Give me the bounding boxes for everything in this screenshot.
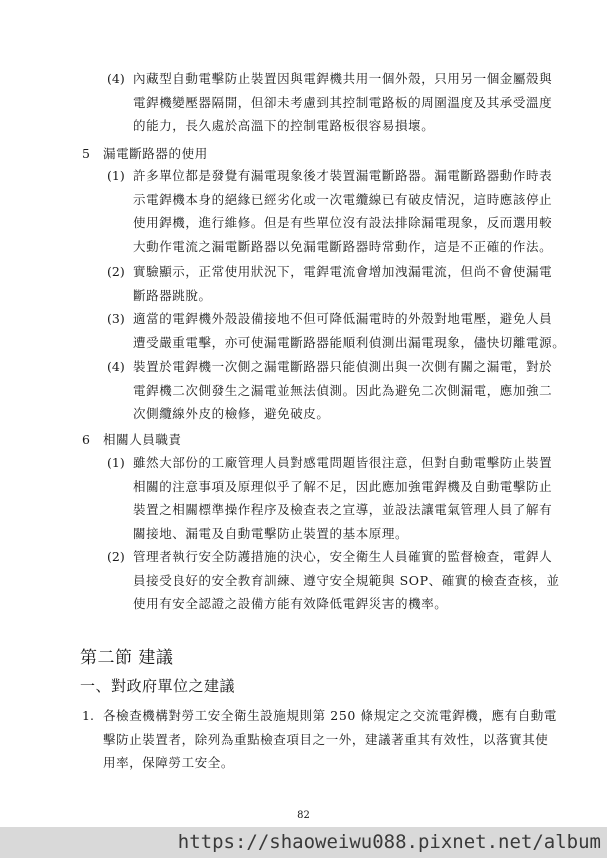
item-number: (1) [107, 168, 125, 183]
item-line: 斷路器跳脫。 [133, 287, 212, 303]
section-title: 相關人員職責 [103, 432, 182, 447]
section-number: 5 [82, 146, 90, 161]
item-number: (4) [107, 71, 125, 86]
item-line: 用率，保障勞工安全。 [103, 755, 235, 770]
item-line: 適當的電銲機外殼設備接地不但可降低漏電時的外殼對地電壓，避免人員 [133, 311, 553, 326]
item-line: 關接地、漏電及自動電擊防止裝置的基本原理。 [133, 525, 409, 541]
item-line: 電銲機變壓器隔開，但卻未考慮到其控制電路板的周圍溫度及其承受溫度 [133, 94, 553, 110]
item-line: 裝置於電銲機一次側之漏電斷路器只能偵測出與一次側有關之漏電，對於 [133, 359, 553, 374]
item-number: 1. [82, 708, 94, 723]
item-line: 員接受良好的安全教育訓練、遵守安全規範與 SOP、確實的檢查查核，並 [133, 572, 560, 588]
item-number: (2) [107, 549, 125, 564]
item-line: 次側纜線外皮的檢修，避免破皮。 [133, 406, 330, 421]
item-line: 雖然大部份的工廠管理人員對感電問題皆很注意，但對自動電擊防止裝置 [133, 455, 553, 470]
item-number: (2) [107, 264, 125, 279]
item-line: 內藏型自動電擊防止裝置因與電銲機共用一個外殼，只用另一個金屬殼與 [133, 71, 553, 86]
item-line: 實驗顯示，正常使用狀況下，電銲電流會增加洩漏電流，但尚不會使漏電 [133, 264, 553, 279]
item-line: 遭受嚴重電擊，亦可使漏電斷路器能順利偵測出漏電現象，儘快切離電源。 [133, 334, 566, 350]
item-line: 管理者執行安全防護措施的決心，安全衛生人員確實的監督檢查，電銲人 [133, 549, 553, 564]
item-line: 許多單位都是發覺有漏電現象後才裝置漏電斷路器。漏電斷路器動作時表 [133, 168, 553, 183]
item-line: 大動作電流之漏電斷路器以免漏電斷路器時常動作，這是不正確的作法。 [133, 238, 553, 254]
item-line: 使用有安全認證之設備方能有效降低電銲災害的機率。 [133, 596, 448, 611]
page-number: 82 [297, 810, 310, 821]
item-line: 電銲機二次側發生之漏電並無法偵測。因此為避免二次側漏電，應加強二 [133, 382, 553, 398]
watermark-url: https://shaoweiwu088.pixnet.net/album [0, 827, 607, 858]
section-title: 漏電斷路器的使用 [103, 146, 208, 161]
item-number: (1) [107, 455, 125, 470]
item-line: 裝置之相關標準操作程序及檢查表之宣導，並設法讓電氣管理人員了解有 [133, 502, 553, 517]
item-number: (4) [107, 359, 125, 374]
chapter-section-heading: 第二節 建議 [80, 648, 174, 668]
item-number: (3) [107, 311, 125, 326]
item-line: 擊防止裝置者，除列為重點檢查項目之一外，建議著重其有效性，以落實其使 [103, 731, 549, 747]
section-number: 6 [82, 432, 90, 447]
item-line: 相關的注意事項及原理似乎了解不足，因此應加強電銲機及自動電擊防止 [133, 478, 553, 494]
item-line: 的能力，長久處於高溫下的控制電路板很容易損壞。 [133, 118, 435, 133]
subsection-heading: 一、對政府單位之建議 [80, 677, 236, 695]
item-line: 使用銲機，進行維修。但是有些單位沒有設法排除漏電現象，反而選用較 [133, 215, 553, 230]
item-line: 各檢查機構對勞工安全衛生設施規則第 250 條規定之交流電銲機，應有自動電 [103, 708, 558, 723]
item-line: 示電銲機本身的絕緣已經劣化或一次電纜線已有破皮情況，這時應該停止 [133, 191, 553, 207]
